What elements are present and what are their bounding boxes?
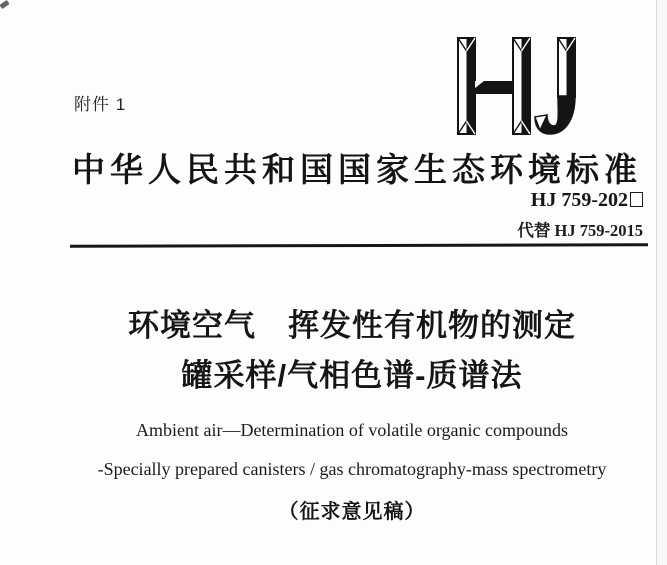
scan-edge-line	[656, 0, 657, 565]
title-block	[52, 308, 652, 524]
year-placeholder-box	[630, 192, 643, 207]
scan-artifact-speck	[0, 0, 10, 9]
standard-number-text: HJ 759-202	[530, 189, 628, 211]
standard-header-title: 中华人民共和国国家生态环境标准	[72, 153, 642, 189]
hj-logo	[456, 36, 588, 136]
standard-number	[517, 189, 643, 212]
draft-note: （征求意见稿）	[278, 501, 426, 524]
title-cn-line1: 环境空气 挥发性有机物的测定	[128, 308, 576, 343]
title-cn-line2: 罐采样/气相色谱-质谱法	[181, 357, 523, 393]
title-en-line2: -Specially prepared canisters / gas chromatography-mass spectrometry	[97, 458, 607, 479]
hj-logo-icon	[456, 36, 588, 136]
attachment-label: 附件 1	[74, 95, 127, 114]
replaces-label: 代替 HJ 759-2015	[517, 221, 643, 240]
title-en-line1: Ambient air—Determination of volatile organic compounds	[135, 420, 569, 441]
header-rule-line	[70, 243, 648, 247]
standard-number-block	[517, 189, 643, 241]
scan-edge-strip	[657, 0, 667, 565]
